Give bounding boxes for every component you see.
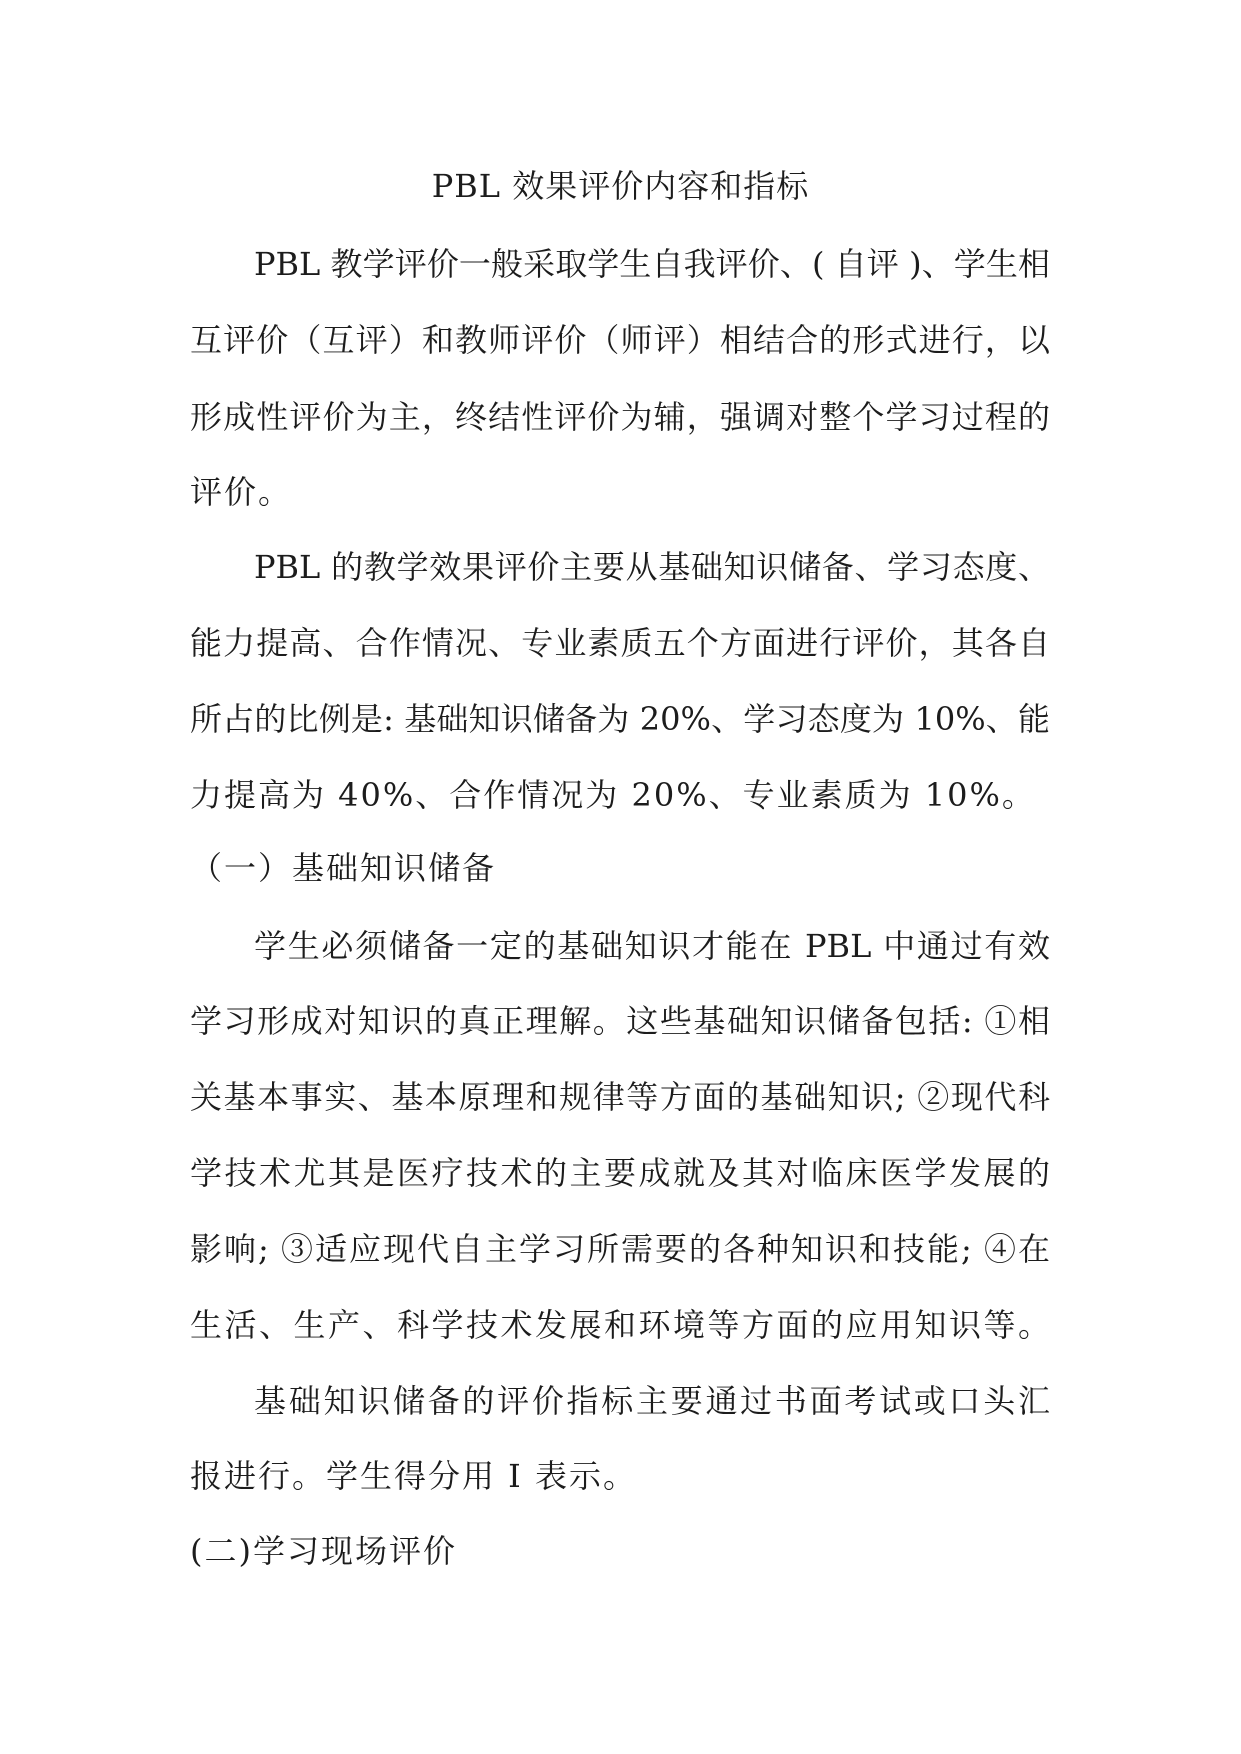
- paragraph-line: 所占的比例是: 基础知识储备为 20%、学习态度为 10%、能: [190, 700, 1050, 738]
- paragraph-line: 学生必须储备一定的基础知识才能在 PBL 中通过有效: [254, 927, 1050, 965]
- section-heading: (二)学习现场评价: [190, 1532, 457, 1570]
- document-title: PBL 效果评价内容和指标: [431, 167, 810, 205]
- paragraph-line: 基础知识储备的评价指标主要通过书面考试或口头汇: [254, 1382, 1050, 1420]
- paragraph-line: 力提高为 40%、合作情况为 20%、专业素质为 10%。: [190, 776, 1036, 814]
- paragraph-line: 报进行。学生得分用 I 表示。: [190, 1457, 637, 1495]
- paragraph-line: 评价。: [190, 473, 293, 511]
- paragraph-line: 能力提高、合作情况、专业素质五个方面进行评价，其各自: [190, 624, 1050, 662]
- section-heading: （一）基础知识储备: [190, 849, 497, 887]
- paragraph-line: 学技术尤其是医疗技术的主要成就及其对临床医学发展的: [190, 1154, 1050, 1192]
- paragraph-line: 互评价（互评）和教师评价（师评）相结合的形式进行，以: [190, 321, 1050, 359]
- paragraph-line: 学习形成对知识的真正理解。这些基础知识储备包括: ①相: [190, 1002, 1050, 1040]
- paragraph-line: 生活、生产、科学技术发展和环境等方面的应用知识等。: [190, 1306, 1050, 1344]
- paragraph-line: 形成性评价为主，终结性评价为辅，强调对整个学习过程的: [190, 398, 1050, 436]
- paragraph-line: 影响; ③适应现代自主学习所需要的各种知识和技能; ④在: [190, 1230, 1050, 1268]
- paragraph-line: 关基本事实、基本原理和规律等方面的基础知识; ②现代科: [190, 1078, 1050, 1116]
- paragraph-line: PBL 教学评价一般采取学生自我评价、( 自评 )、学生相: [254, 245, 1050, 283]
- paragraph-line: PBL 的教学效果评价主要从基础知识储备、学习态度、: [254, 548, 1050, 586]
